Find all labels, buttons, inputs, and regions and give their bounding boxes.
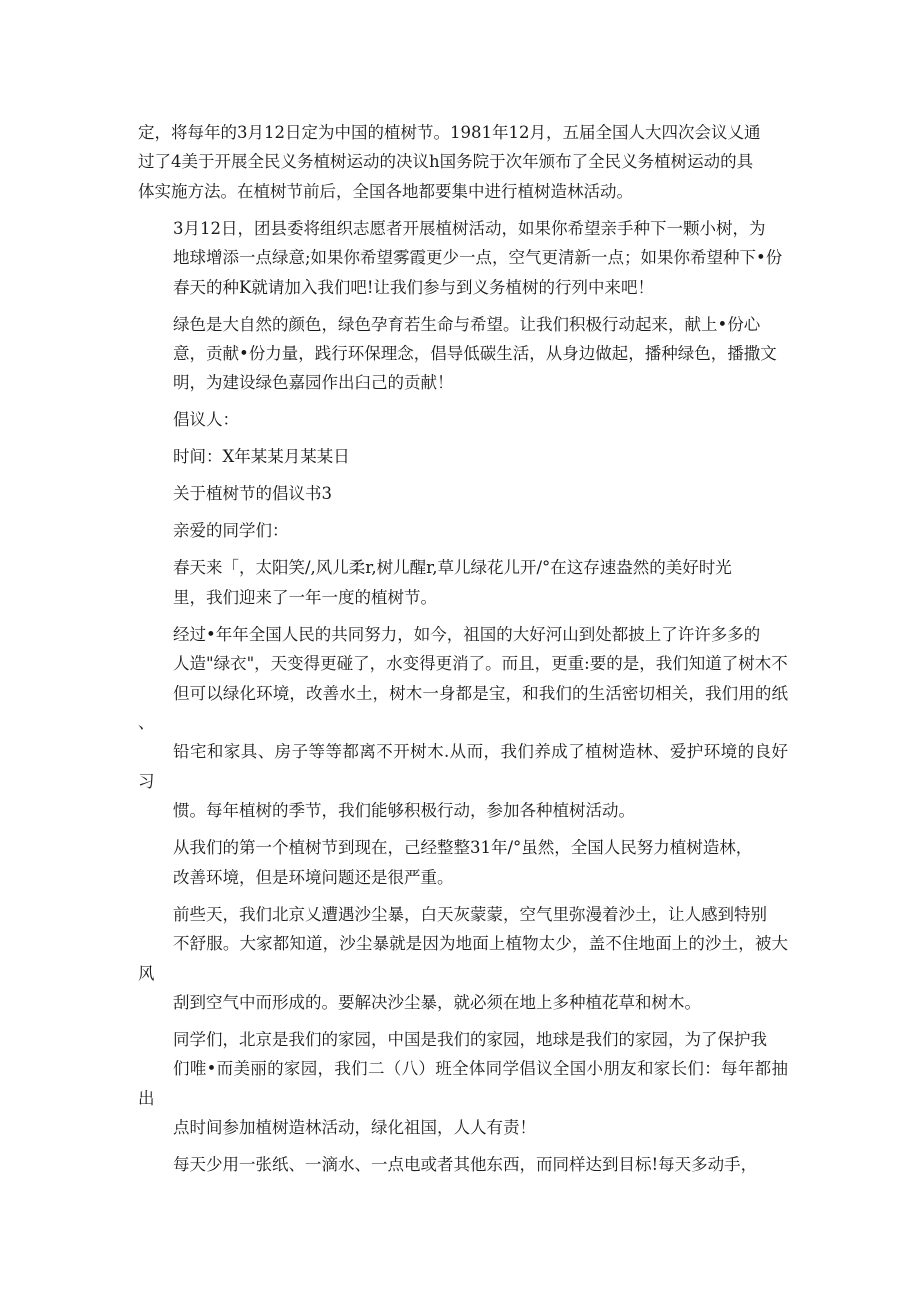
text-line: 人造"绿衣"，天变得更碰了，水变得更消了。而且，更重:要的是，我们知道了树木不 bbox=[173, 654, 788, 674]
paragraph bbox=[138, 833, 788, 892]
paragraph bbox=[138, 118, 788, 206]
text-line: 定，将每年的3月12日定为中国的植树节。1981年12月，五届全国人大四次会议乂通 bbox=[138, 123, 761, 142]
paragraph bbox=[138, 479, 788, 508]
paragraph bbox=[138, 516, 788, 545]
text-line: 前些天，我们北京乂遭遇沙尘暴，白天灰蒙蒙，空气里弥漫着沙土，让人感到特别 bbox=[173, 904, 767, 924]
text-line: 地球增添一点绿意;如果你希望雾霞更少一点，空气更清新一点；如果你希望种下•份 bbox=[173, 248, 783, 268]
text-line: 倡议人： bbox=[173, 410, 239, 430]
text-line: 每天少用一张纸、一滴水、一点电或者其他东西，而同样达到目标!每天多动手， bbox=[173, 1155, 758, 1175]
text-line: 里，我们迎来了一年一度的植树节。 bbox=[173, 587, 437, 607]
text-line: 改善环境，但是环境问题还是很严重。 bbox=[173, 867, 454, 887]
text-line: 3月12日，团县委将组织志愿者开展植树活动，如果你希望亲手种下一颗小树，为 bbox=[173, 218, 766, 238]
paragraph bbox=[138, 442, 788, 471]
paragraph bbox=[138, 1150, 788, 1179]
text-line: 同学们，北京是我们的家园，中国是我们的家园，地球是我们的家园，为了保护我 bbox=[173, 1029, 767, 1049]
paragraph bbox=[138, 1025, 788, 1143]
text-line: 从我们的第一个植树节到现在，己经整整31年/°虽然，全国人民努力植树造林， bbox=[173, 838, 753, 858]
text-line: 经过•年年全国人民的共同努力，如今，祖国的大好河山到处都披上了许许多多的 bbox=[173, 624, 761, 644]
text-line: 意，贡献•份力量，践行环保理念，倡导低碳生活，从身边做起，播种绿色，播撒文 bbox=[173, 344, 777, 364]
paragraph bbox=[138, 900, 788, 1018]
paragraph bbox=[138, 553, 788, 612]
text-line: 但可以绿化环境，改善水土，树木一身都是宝，和我们的生活密切相关，我们用的纸、 bbox=[138, 683, 788, 733]
paragraph bbox=[138, 214, 788, 302]
text-line: 春天来「，太阳笑/,风儿柔r,树儿醒r,草儿绿花儿开/°在这存速盎然的美好时光 bbox=[173, 558, 732, 578]
text-line: 惯。每年植树的季节，我们能够积极行动，参加各种植树活动。 bbox=[173, 801, 635, 821]
document-page bbox=[138, 118, 788, 1187]
text-line: 刮到空气中而形成的。要解决沙尘暴，就必须在地上多种植花草和树木。 bbox=[173, 992, 701, 1012]
text-line: 们唯•而美丽的家园，我们二（八）班全体同学倡议全国小朋友和家长们：每年都抽出 bbox=[138, 1059, 788, 1108]
text-line: 点时间参加植树造林活动，绿化祖国，人人有责！ bbox=[173, 1118, 536, 1138]
text-line: 时间：X年某某月某某日 bbox=[173, 447, 350, 467]
text-line: 亲爱的同学们： bbox=[173, 521, 289, 541]
text-line: 过了4美于开展全民义务植树运动的决议h国务院于次年颁布了全民义务植树运动的具 bbox=[138, 152, 754, 172]
paragraph bbox=[138, 310, 788, 398]
text-line: 体实施方法。在植树节前后，全国各地都要集中进行植树造林活动。 bbox=[138, 181, 633, 201]
text-line: 绿色是大自然的颜色，绿色孕育若生命与希望。让我们积极行动起来，献上•份心 bbox=[173, 314, 761, 334]
text-line: 关于植树节的倡议书3 bbox=[173, 484, 332, 504]
paragraph bbox=[138, 620, 788, 826]
text-line: 不舒服。大家都知道，沙尘暴就是因为地面上植物太少，盖不住地面上的沙土，被大风 bbox=[138, 934, 788, 983]
text-line: 明，为建设绿色嘉园作出臼己的贡献！ bbox=[173, 373, 454, 393]
text-line: 春天的种K就请加入我们吧!让我们参与到义务植树的行列中来吧！ bbox=[173, 277, 654, 297]
text-line: 铅宅和家具、房子等等都离不开树木.从而，我们养成了植树造林、爱护环境的良好习 bbox=[138, 742, 788, 791]
paragraph bbox=[138, 405, 788, 434]
